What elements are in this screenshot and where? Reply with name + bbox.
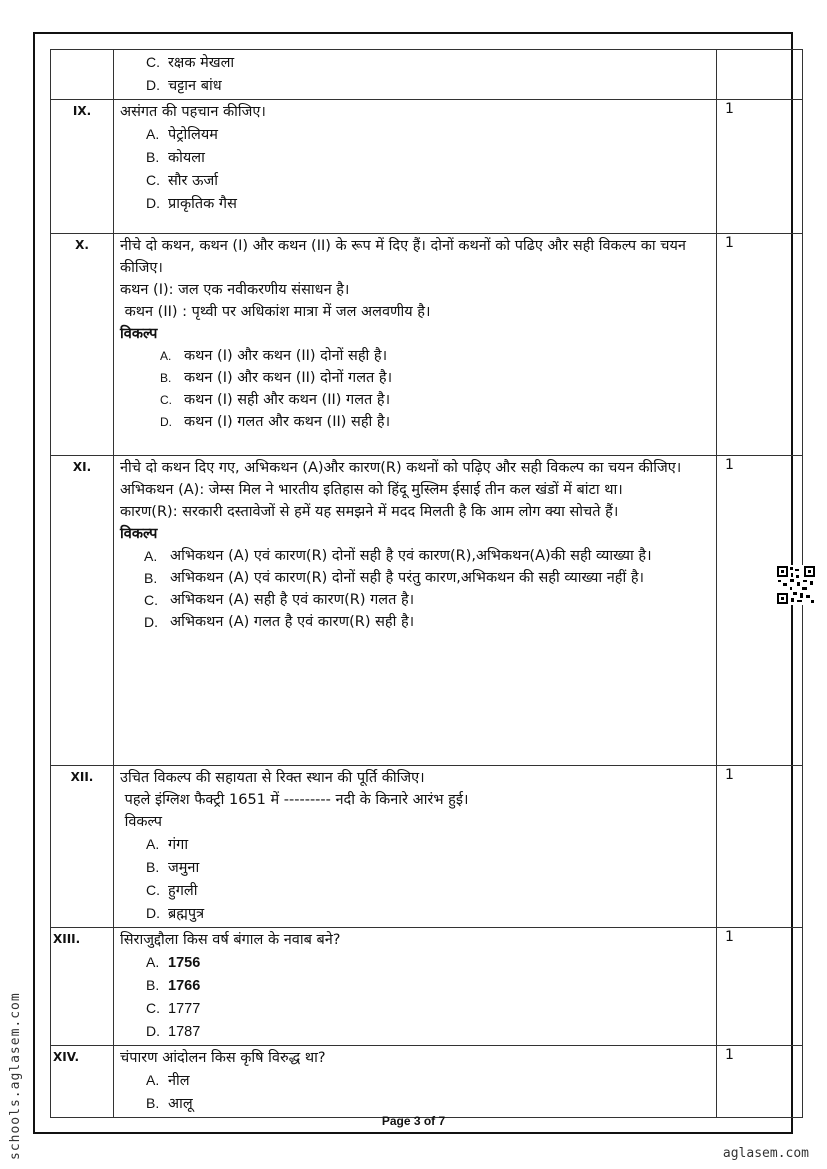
question-text: उचित विकल्प की सहायता से रिक्त स्थान की पूर्ति कीजिए। bbox=[120, 770, 425, 786]
option: D. कथन (I) गलत और कथन (II) सही है। bbox=[160, 414, 391, 430]
statement-2: कथन (II) : पृथ्वी पर अधिकांश मात्रा में जल अलवणीय है। bbox=[120, 304, 431, 320]
option: C. सौर ऊर्जा bbox=[146, 172, 218, 189]
table-row bbox=[51, 234, 803, 456]
question-number: IX. bbox=[51, 100, 114, 234]
option: B. कथन (I) और कथन (II) दोनों गलत है। bbox=[160, 370, 393, 386]
option: C. रक्षक मेखला bbox=[146, 54, 235, 71]
option: B. कोयला bbox=[146, 149, 205, 166]
options-heading: विकल्प bbox=[120, 326, 158, 342]
option: B. जमुना bbox=[146, 859, 200, 876]
question-table bbox=[50, 49, 803, 1118]
option: A. नील bbox=[146, 1072, 190, 1089]
table-row bbox=[51, 50, 803, 100]
question-body bbox=[114, 100, 717, 234]
assertion: अभिकथन (A): जेम्स मिल ने भारतीय इतिहास को हिंदू मुस्लिम ईसाई तीन कल खंडों में बांटा था। bbox=[120, 482, 623, 498]
option: D. प्राकृतिक गैस bbox=[146, 195, 237, 212]
question-body bbox=[114, 928, 717, 1046]
question-number: XII. bbox=[51, 766, 114, 928]
option: C. हुगली bbox=[146, 882, 198, 899]
option: B. आलू bbox=[146, 1095, 193, 1112]
question-text: सिराजुद्दौला किस वर्ष बंगाल के नवाब बने? bbox=[120, 932, 341, 948]
question-number bbox=[51, 50, 114, 100]
option: B. अभिकथन (A) एवं कारण(R) दोनों सही है परंतु कारण,अभिकथन की सही व्याख्या नहीं है। bbox=[144, 570, 645, 586]
question-number: XI. bbox=[51, 456, 114, 766]
question-body bbox=[114, 456, 717, 766]
option: A. अभिकथन (A) एवं कारण(R) दोनों सही है एवं कारण(R),अभिकथन(A)की सही व्याख्या है। bbox=[144, 548, 652, 564]
bottom-watermark: aglasem.com bbox=[722, 1146, 809, 1161]
question-body bbox=[114, 50, 717, 100]
question-body bbox=[114, 234, 717, 456]
question-number: XIII. bbox=[51, 928, 114, 1046]
option: D. ब्रह्मपुत्र bbox=[146, 905, 205, 922]
marks: 1 bbox=[717, 100, 803, 234]
option: C. अभिकथन (A) सही है एवं कारण(R) गलत है। bbox=[144, 592, 415, 608]
table-row bbox=[51, 766, 803, 928]
reason: कारण(R): सरकारी दस्तावेजों से हमें यह समझने में मदद मिलती है कि आम लोग क्या सोचते हैं। bbox=[120, 504, 619, 520]
marks: 1 bbox=[717, 766, 803, 928]
question-text: असंगत की पहचान कीजिए। bbox=[120, 104, 266, 120]
question-body bbox=[114, 1046, 717, 1118]
fill-blank-sentence: पहले इंग्लिश फैक्ट्री 1651 में --------- नदी के किनारे आरंभ हुई। bbox=[120, 792, 469, 808]
side-watermark: schools.aglasem.com bbox=[8, 992, 23, 1160]
option: B. 1766 bbox=[146, 977, 201, 994]
statement-1: कथन (I): जल एक नवीकरणीय संसाधन है। bbox=[120, 282, 350, 298]
question-text: नीचे दो कथन दिए गए, अभिकथन (A)और कारण(R) कथनों को पढ़िए और सही विकल्प का चयन कीजिए। bbox=[120, 460, 682, 476]
option: C. 1777 bbox=[146, 1000, 201, 1017]
table-row bbox=[51, 456, 803, 766]
marks bbox=[717, 50, 803, 100]
marks: 1 bbox=[717, 928, 803, 1046]
marks: 1 bbox=[717, 234, 803, 456]
question-text: नीचे दो कथन, कथन (I) और कथन (II) के रूप में दिए हैं। दोनों कथनों को पढिए और सही विकल्प का चयन कीजिए। bbox=[120, 238, 686, 276]
option: D. 1787 bbox=[146, 1023, 201, 1040]
marks: 1 bbox=[717, 1046, 803, 1118]
qr-code-icon bbox=[776, 565, 816, 605]
option: A. गंगा bbox=[146, 836, 189, 853]
question-text: चंपारण आंदोलन किस कृषि विरुद्ध था? bbox=[120, 1050, 326, 1066]
options-heading: विकल्प bbox=[120, 814, 163, 830]
option: D. अभिकथन (A) गलत है एवं कारण(R) सही है। bbox=[144, 614, 415, 630]
question-number: XIV. bbox=[51, 1046, 114, 1118]
question-body bbox=[114, 766, 717, 928]
table-row bbox=[51, 928, 803, 1046]
option: A. कथन (I) और कथन (II) दोनों सही है। bbox=[160, 348, 388, 364]
option: D. चट्टान बांध bbox=[146, 77, 222, 94]
marks: 1 bbox=[717, 456, 803, 766]
option: A. पेट्रोलियम bbox=[146, 126, 218, 143]
table-row bbox=[51, 1046, 803, 1118]
table-row bbox=[51, 100, 803, 234]
page-number: Page 3 of 7 bbox=[381, 1114, 446, 1128]
options-heading: विकल्प bbox=[120, 526, 158, 542]
question-number: X. bbox=[51, 234, 114, 456]
option: C. कथन (I) सही और कथन (II) गलत है। bbox=[160, 392, 391, 408]
option: A. 1756 bbox=[146, 954, 201, 971]
